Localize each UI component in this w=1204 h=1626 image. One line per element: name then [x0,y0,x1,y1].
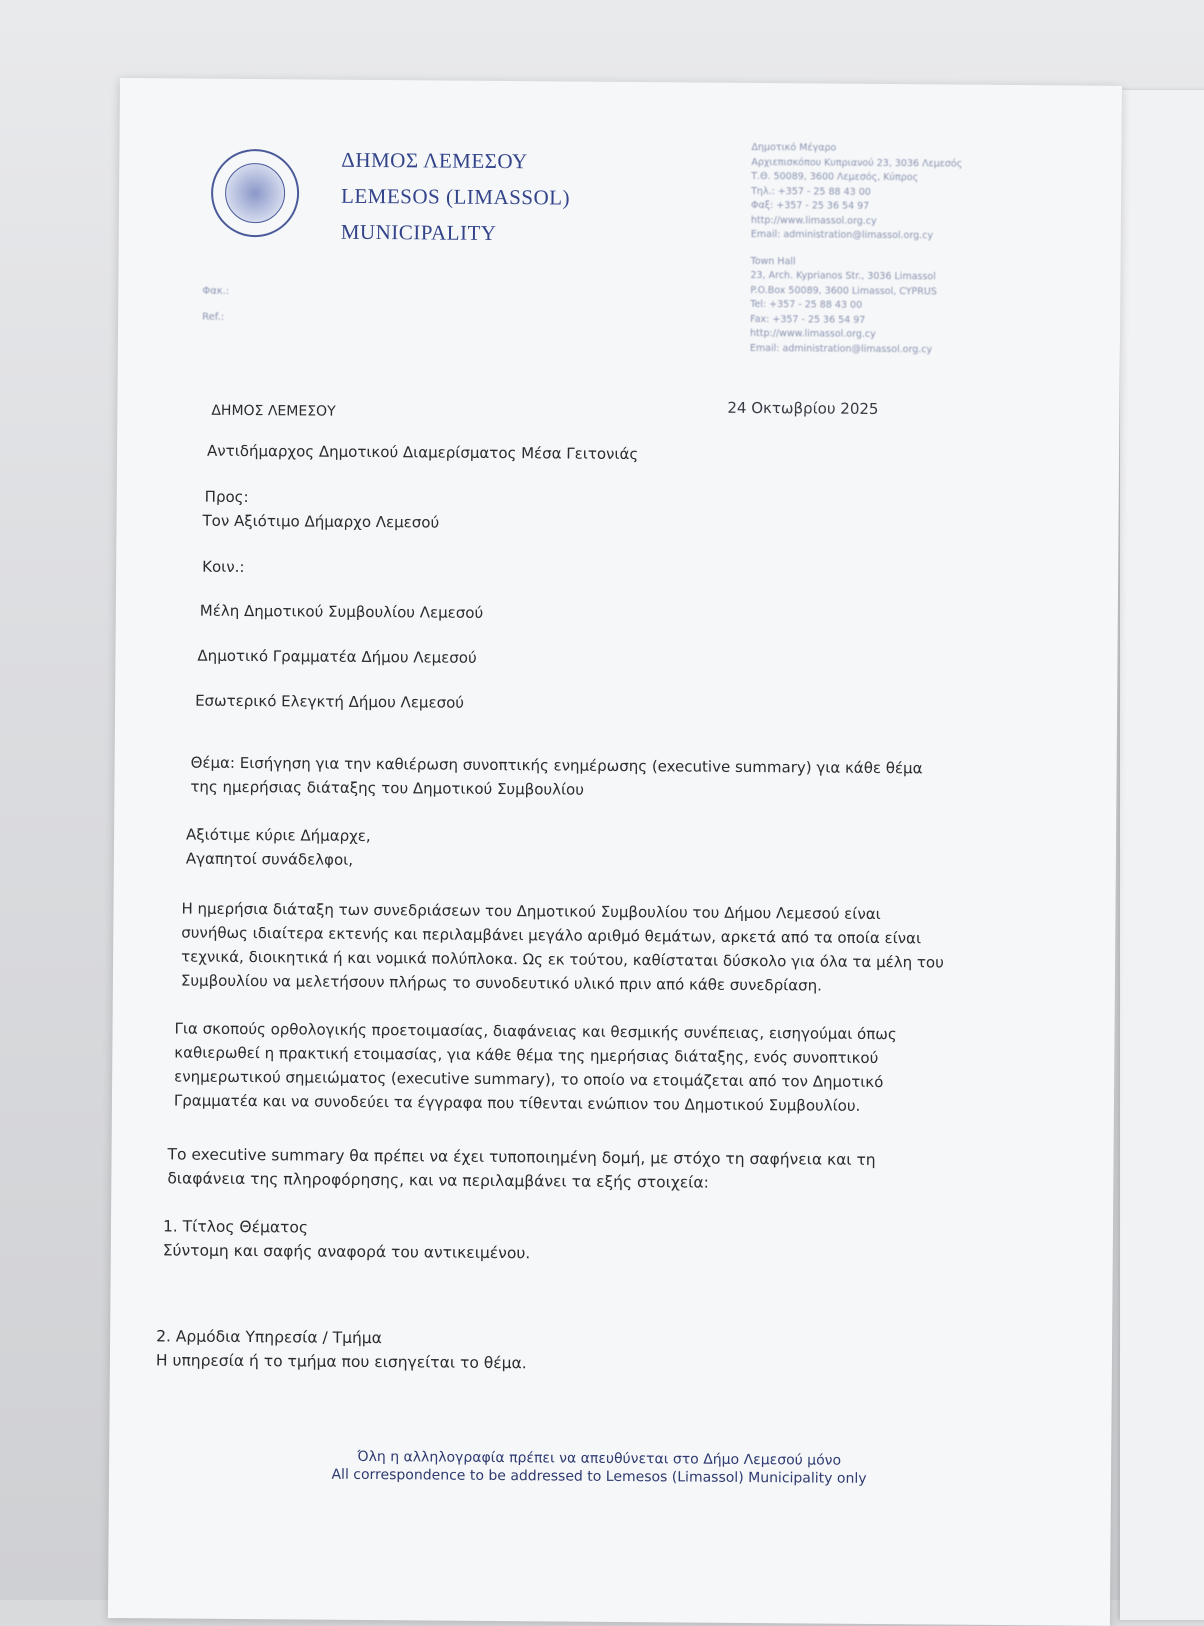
contact-block [750,141,963,358]
salutation-line: Αγαπητοί συνάδελφοι, [185,849,354,869]
salutation-line: Αξιότιμε κύριε Δήμαρχε, [185,825,371,845]
paragraph-line: Η ημερήσια διάταξη των συνεδριάσεων του Δημοτικού Συμβουλίου του Δήμου Λεμεσού είναι [181,899,881,924]
contact-line: 23, Arch. Kyprianos Str., 3036 Limassol [750,269,936,283]
paragraph-line: Συμβουλίου να μελετήσουν πλήρως το συνοδευτικό υλικό πριν από κάθε συνεδρίαση. [180,971,822,995]
subject-line: της ημερήσιας διάταξης του Δημοτικού Συμβουλίου [190,777,584,799]
municipality-seal-icon [211,149,300,238]
paragraph-line: συνήθως ιδιαίτερα εκτενής και περιλαμβάνει μεγάλο αριθμό θεμάτων, αρκετά από τα οποία είναι [181,923,922,948]
list-item-text: Σύντομη και σαφής αναφορά του αντικειμένου. [162,1241,531,1263]
list-item-title: 2. Αρμόδια Υπηρεσία / Τμήμα [156,1327,382,1348]
paragraph-line: Το executive summary θα πρέπει να έχει τυποποιημένη δομή, με στόχο τη σαφήνεια και τη [167,1145,876,1169]
recipient: Τον Αξιότιμο Δήμαρχο Λεμεσού [202,511,440,532]
cc-label: Κοιν.: [202,557,245,576]
contact-line: Αρχιεπισκόπου Κυπριανού 23, 3036 Λεμεσός [751,156,963,170]
list-item-text: Η υπηρεσία ή το τμήμα που εισηγείται το θέμα. [155,1351,527,1373]
footer-notice [209,1447,989,1489]
contact-line: P.O.Box 50089, 3600 Limassol, CYPRUS [750,284,937,297]
ref-english-label: Ref.: [202,311,225,323]
municipality-name-english-1: LEMESOS (LIMASSOL) [340,183,571,210]
salutation [186,823,986,877]
cc-recipient: Μέλη Δημοτικού Συμβουλίου Λεμεσού [199,601,484,622]
subject-line: Θέμα: Εισήγηση για την καθιέρωση συνοπτικής ενημέρωσης (executive summary) για κάθε θέμα [190,753,923,778]
list-item-title: 1. Τίτλος Θέματος [162,1217,309,1237]
municipality-name-english-2: MUNICIPALITY [340,219,497,245]
footer-greek: Όλη η αλληλογραφία πρέπει να απευθύνεται στο Δήμο Λεμεσού μόνο [357,1448,842,1469]
list-item-2 [156,1324,956,1378]
letter-date: 24 Οκτωβρίου 2025 [727,398,879,418]
footer-english: All correspondence to be addressed to Lemesos (Limassol) Municipality only [331,1466,867,1487]
paragraph-line: διαφάνεια της πληροφόρησης, και να περιλαμβάνει τα εξής στοιχεία: [167,1169,709,1192]
adjacent-sheet [1120,90,1204,1620]
paragraph-line: Για σκοπούς ορθολογικής προετοιμασίας, διαφάνειας και θεσμικής συνέπειας, εισηγούμαι όπως [174,1019,897,1044]
municipality-name-greek: ΔΗΜΟΣ ΛΕΜΕΣΟΥ [341,147,528,174]
municipality-name [341,142,571,252]
contact-line: http://www.limassol.org.cy [749,327,876,340]
paragraph-line: τεχνικά, διοικητικά ή και νομικά πολύπλοκα. Ως εκ τούτου, καθίσταται δύσκολο για όλα τα μέλη του [181,947,944,972]
paragraph-line: Γραμματέα και να συνοδεύει τα έγγραφα που τίθενται ενώπιον του Δημοτικού Συμβουλίου. [173,1091,861,1115]
contact-line: Email: administration@limassol.org.cy [750,228,934,242]
paragraph-line: ενημερωτικού σημειώματος (executive summary), το οποίο να ετοιμάζεται από τον Δημοτικό [174,1067,884,1092]
letter-page [108,78,1122,1626]
paragraph-3 [167,1142,967,1196]
reference-fields [202,279,229,331]
contact-line: Δημοτικό Μέγαρο [751,141,837,154]
list-item-1 [163,1214,963,1268]
cc-recipient: Δημοτικό Γραμματέα Δήμου Λεμεσού [197,646,477,667]
contact-line: Τηλ.: +357 - 25 88 43 00 [751,185,871,198]
contact-line: Email: administration@limassol.org.cy [749,342,933,355]
contact-line: Tel: +357 - 25 88 43 00 [750,298,863,311]
sender-org: ΔΗΜΟΣ ΛΕΜΕΣΟΥ [211,402,336,420]
ref-greek-label: Φακ.: [202,285,230,297]
contact-line: Φαξ: +357 - 25 36 54 97 [750,199,870,212]
subject [190,751,990,805]
sender-title: Αντιδήμαρχος Δημοτικού Διαμερίσματος Μέσα Γειτονιάς [207,441,639,464]
paragraph-1 [181,897,982,999]
to-label: Προς: [204,487,249,507]
paragraph-line: καθιερωθεί η πρακτική ετοιμασίας, για κάθε θέμα της ημερήσιας διάταξης, ενός συνοπτικού [174,1043,879,1067]
contact-line: Τ.Θ. 50089, 3600 Λεμεσός, Κύπρος [751,170,919,184]
contact-line: http://www.limassol.org.cy [750,214,877,227]
contact-line: Town Hall [750,255,796,267]
paragraph-2 [174,1016,975,1118]
contact-line: Fax: +357 - 25 36 54 97 [750,313,866,326]
cc-recipient: Εσωτερικό Ελεγκτή Δήμου Λεμεσού [195,691,465,712]
